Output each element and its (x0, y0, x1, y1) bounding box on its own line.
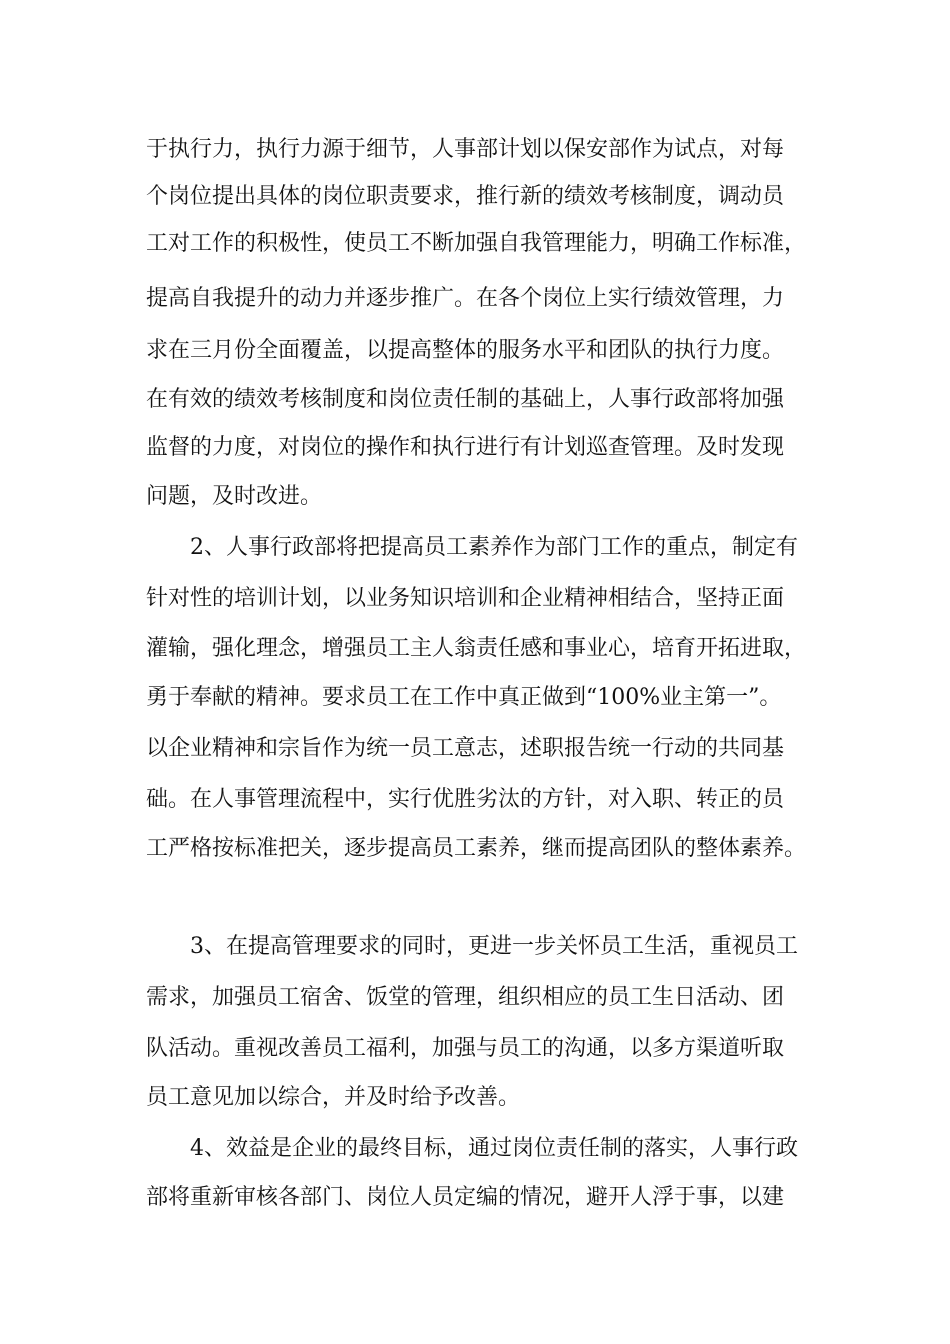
paragraph-start-line: 3、在提高管理要求的同时，更进一步关怀员工生活，重视员工 (190, 934, 798, 959)
text-line: 灌输，强化理念，增强员工主人翁责任感和事业心，培育开拓进取， (146, 636, 807, 661)
text-line: 提高自我提升的动力并逐步推广。在各个岗位上实行绩效管理，力 (146, 286, 785, 311)
text-line: 勇于奉献的精神。要求员工在工作中真正做到“100%业主第一”。 (146, 685, 782, 710)
paragraph-start-line: 2、人事行政部将把提高员工素养作为部门工作的重点，制定有 (190, 535, 798, 560)
text-line: 员工意见加以综合，并及时给予改善。 (146, 1085, 521, 1110)
text-line: 求在三月份全面覆盖，以提高整体的服务水平和团队的执行力度。 (146, 338, 785, 363)
text-line: 监督的力度，对岗位的操作和执行进行有计划巡查管理。及时发现 (146, 435, 785, 460)
text-line: 问题，及时改进。 (146, 484, 323, 509)
text-line: 在有效的绩效考核制度和岗位责任制的基础上，人事行政部将加强 (146, 387, 785, 412)
text-line: 需求，加强员工宿舍、饭堂的管理，组织相应的员工生日活动、团 (146, 985, 785, 1010)
text-line: 个岗位提出具体的岗位职责要求，推行新的绩效考核制度，调动员 (146, 184, 785, 209)
text-line: 队活动。重视改善员工福利，加强与员工的沟通，以多方渠道听取 (146, 1036, 785, 1061)
text-line: 工对工作的积极性，使员工不断加强自我管理能力，明确工作标准， (146, 231, 807, 256)
text-line: 针对性的培训计划，以业务知识培训和企业精神相结合，坚持正面 (146, 586, 785, 611)
text-line: 于执行力，执行力源于细节，人事部计划以保安部作为试点，对每 (146, 137, 785, 162)
text-line: 工严格按标准把关，逐步提高员工素养，继而提高团队的整体素养。 (146, 836, 807, 861)
text-line: 础。在人事管理流程中，实行优胜劣汰的方针，对入职、转正的员 (146, 787, 785, 812)
paragraph-start-line: 4、效益是企业的最终目标，通过岗位责任制的落实，人事行政 (190, 1136, 798, 1161)
text-line: 部将重新审核各部门、岗位人员定编的情况，避开人浮于事，以建 (146, 1185, 785, 1210)
text-line: 以企业精神和宗旨作为统一员工意志，述职报告统一行动的共同基 (146, 736, 785, 761)
